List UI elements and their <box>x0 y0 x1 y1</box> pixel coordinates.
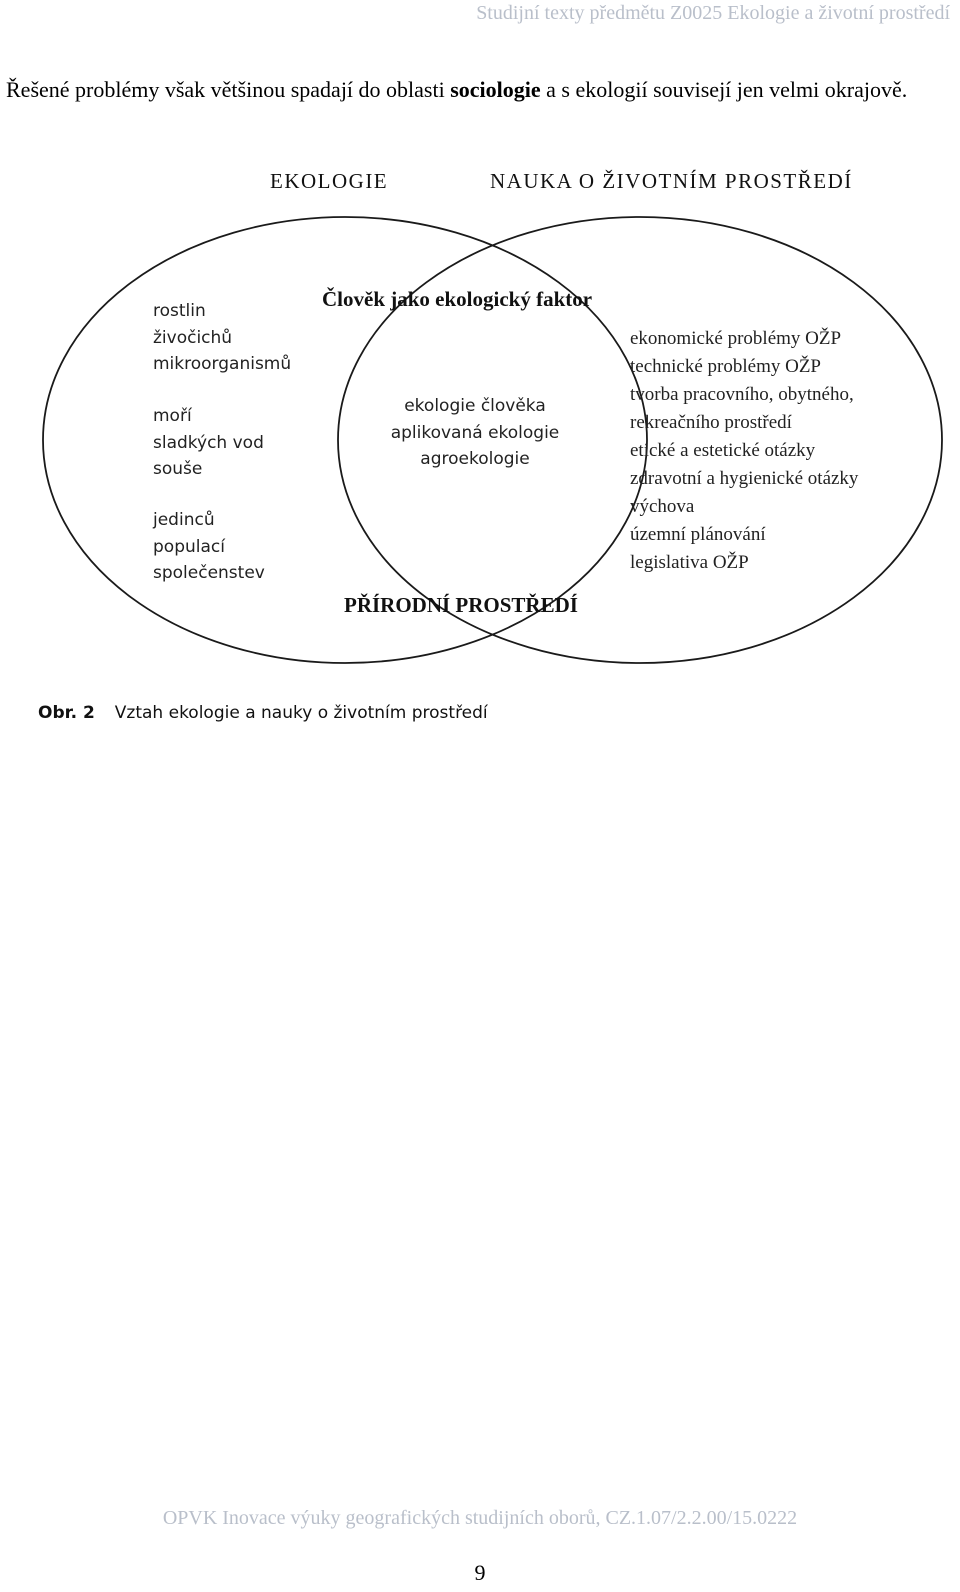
environment-science-title: NAUKA O ŽIVOTNÍM PROSTŘEDÍ <box>490 169 853 193</box>
intro-text-start: Řešené problémy však většinou spadají do oblasti <box>6 77 451 102</box>
intro-text-end: a s ekologií souvisejí jen velmi okrajově. <box>540 77 908 102</box>
list-item: agroekologie <box>420 449 530 469</box>
natural-environment-label: PŘÍRODNÍ PROSTŘEDÍ <box>344 593 578 617</box>
left-group-environments <box>153 403 264 483</box>
list-item: moří <box>153 406 192 426</box>
list-item: společenstev <box>153 563 265 583</box>
list-item: ekonomické problémy OŽP <box>630 328 842 349</box>
human-factor-label: Člověk jako ekologický faktor <box>322 287 593 311</box>
list-item: sladkých vod <box>153 432 264 453</box>
list-item: zdravotní a hygienické otázky <box>630 468 859 489</box>
list-item: živočichů <box>153 327 233 348</box>
list-item: tvorba pracovního, obytného, <box>630 384 854 405</box>
list-item: aplikovaná ekologie <box>390 422 560 443</box>
list-item: rekreačního prostředí <box>630 412 792 433</box>
figure-caption <box>38 703 488 723</box>
intro-bold-word: sociologie <box>450 77 541 102</box>
footer-project: OPVK Inovace výuky geografických studijních oborů, CZ.1.07/2.2.00/15.0222 <box>162 1507 798 1529</box>
list-item: technické problémy OŽP <box>630 356 822 377</box>
running-header: Studijní texty předmětu Z0025 Ekologie a životní prostředí <box>476 2 950 24</box>
list-item: jedinců <box>153 510 215 530</box>
page-number: 9 <box>474 1560 486 1585</box>
intro-paragraph <box>6 72 946 107</box>
list-item: legislativa OŽP <box>630 552 749 573</box>
list-item: ekologie člověka <box>404 396 546 416</box>
right-items <box>630 325 858 577</box>
ecology-title: EKOLOGIE <box>270 169 389 193</box>
list-item: rostlin <box>153 301 206 321</box>
list-item: etické a estetické otázky <box>630 440 816 461</box>
list-item: územní plánování <box>630 524 766 545</box>
list-item: mikroorganismů <box>153 354 292 374</box>
list-item: výchova <box>630 496 695 517</box>
caption-text: Vztah ekologie a nauky o životním prostředí <box>114 703 488 723</box>
overlap-items <box>380 393 570 473</box>
venn-diagram-figure <box>0 155 960 735</box>
left-group-levels <box>153 507 265 587</box>
list-item: souše <box>153 459 203 479</box>
list-item: populací <box>153 536 225 557</box>
caption-number: Obr. 2 <box>38 703 95 723</box>
left-group-organisms <box>153 298 291 378</box>
